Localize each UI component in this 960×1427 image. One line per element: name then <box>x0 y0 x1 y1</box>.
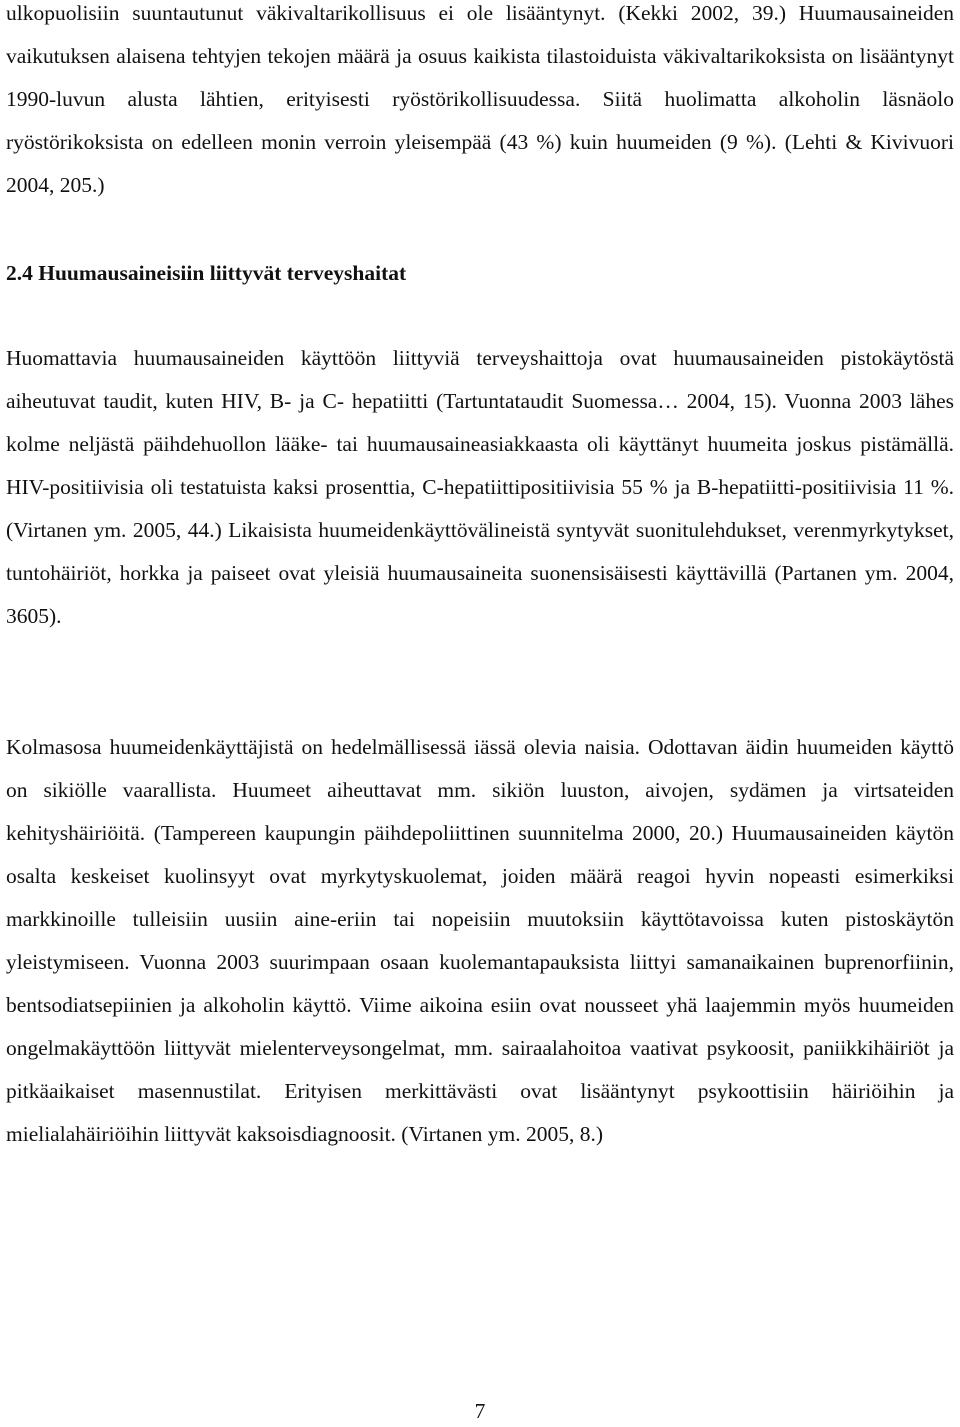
paragraph-pregnancy-and-deaths: Kolmasosa huumeidenkäyttäjistä on hedelmällisessä iässä olevia naisia. Odottavan äidin huumeiden käyttö on sikiölle vaarallista. Huumeet aiheuttavat mm. sikiön luuston, aivojen, sydämen ja virtsateiden kehityshäiriöitä. (Tampereen kaupungin päihdepoliittinen suunnitelma 2000, 20.) Huumausaineiden käytön osalta keskeiset kuolinsyyt ovat myrkytyskuolemat, joiden määrä reagoi hyvin nopeasti esimerkiksi markkinoille tulleisiin uusiin aine-eriin tai nopeisiin muutoksiin käyttötavoissa kuten pistoskäytön yleistymiseen. Vuonna 2003 suurimpaan osaan kuolemantapauksista liittyi samanaikainen buprenorfiinin, bentsodiatsepiinien ja alkoholin käyttö. Viime aikoina esiin ovat nousseet yhä laajemmin myös huumeiden ongelmakäyttöön liittyvät mielenterveysongelmat, mm. sairaalahoitoa vaativat psykoosit, paniikkihäiriöt ja pitkäaikaiset masennustilat. Erityisen merkittävästi ovat lisääntynyt psykoottisiin häiriöihin ja mielialahäiriöihin liittyvät kaksoisdiagnoosit. (Virtanen ym. 2005, 8.) <box>6 735 954 1146</box>
paragraph-violence-statistics: ulkopuolisiin suuntautunut väkivaltarikollisuus ei ole lisääntynyt. (Kekki 2002, 39.) Huumausaineiden vaikutuksen alaisena tehtyjen tekojen määrä ja osuus kaikista tilastoiduista väkivaltarikoksista on lisääntynyt 1990-luvun alusta lähtien, erityisesti ryöstörikollisuudessa. Siitä huolimatta alkoholin läsnäolo ryöstörikoksista on edelleen monin verroin yleisempää (43 %) kuin huumeiden (9 %). (Lehti & Kivivuori 2004, 205.) <box>6 1 954 197</box>
page-number: 7 <box>474 1399 486 1423</box>
section-heading: 2.4 Huumausaineisiin liittyvät terveyshaitat <box>6 261 407 285</box>
paragraph-health-harms: Huomattavia huumausaineiden käyttöön liittyviä terveyshaittoja ovat huumausaineiden pistokäytöstä aiheutuvat taudit, kuten HIV, B- ja C- hepatiitti (Tartuntataudit Suomessa… 2004, 15). Vuonna 2003 lähes kolme neljästä päihdehuollon lääke- tai huumausaineasiakkaasta oli käyttänyt huumeita joskus pistämällä. HIV-positiivisia oli testatuista kaksi prosenttia, C-hepatiittipositiivisia 55 % ja B-hepatiitti-positiivisia 11 %. (Virtanen ym. 2005, 44.) Likaisista huumeidenkäyttövälineistä syntyvät suonitulehdukset, verenmyrkytykset, tuntohäiriöt, horkka ja paiseet ovat yleisiä huumausaineita suonensisäisesti käyttävillä (Partanen ym. 2004, 3605). <box>6 346 954 628</box>
